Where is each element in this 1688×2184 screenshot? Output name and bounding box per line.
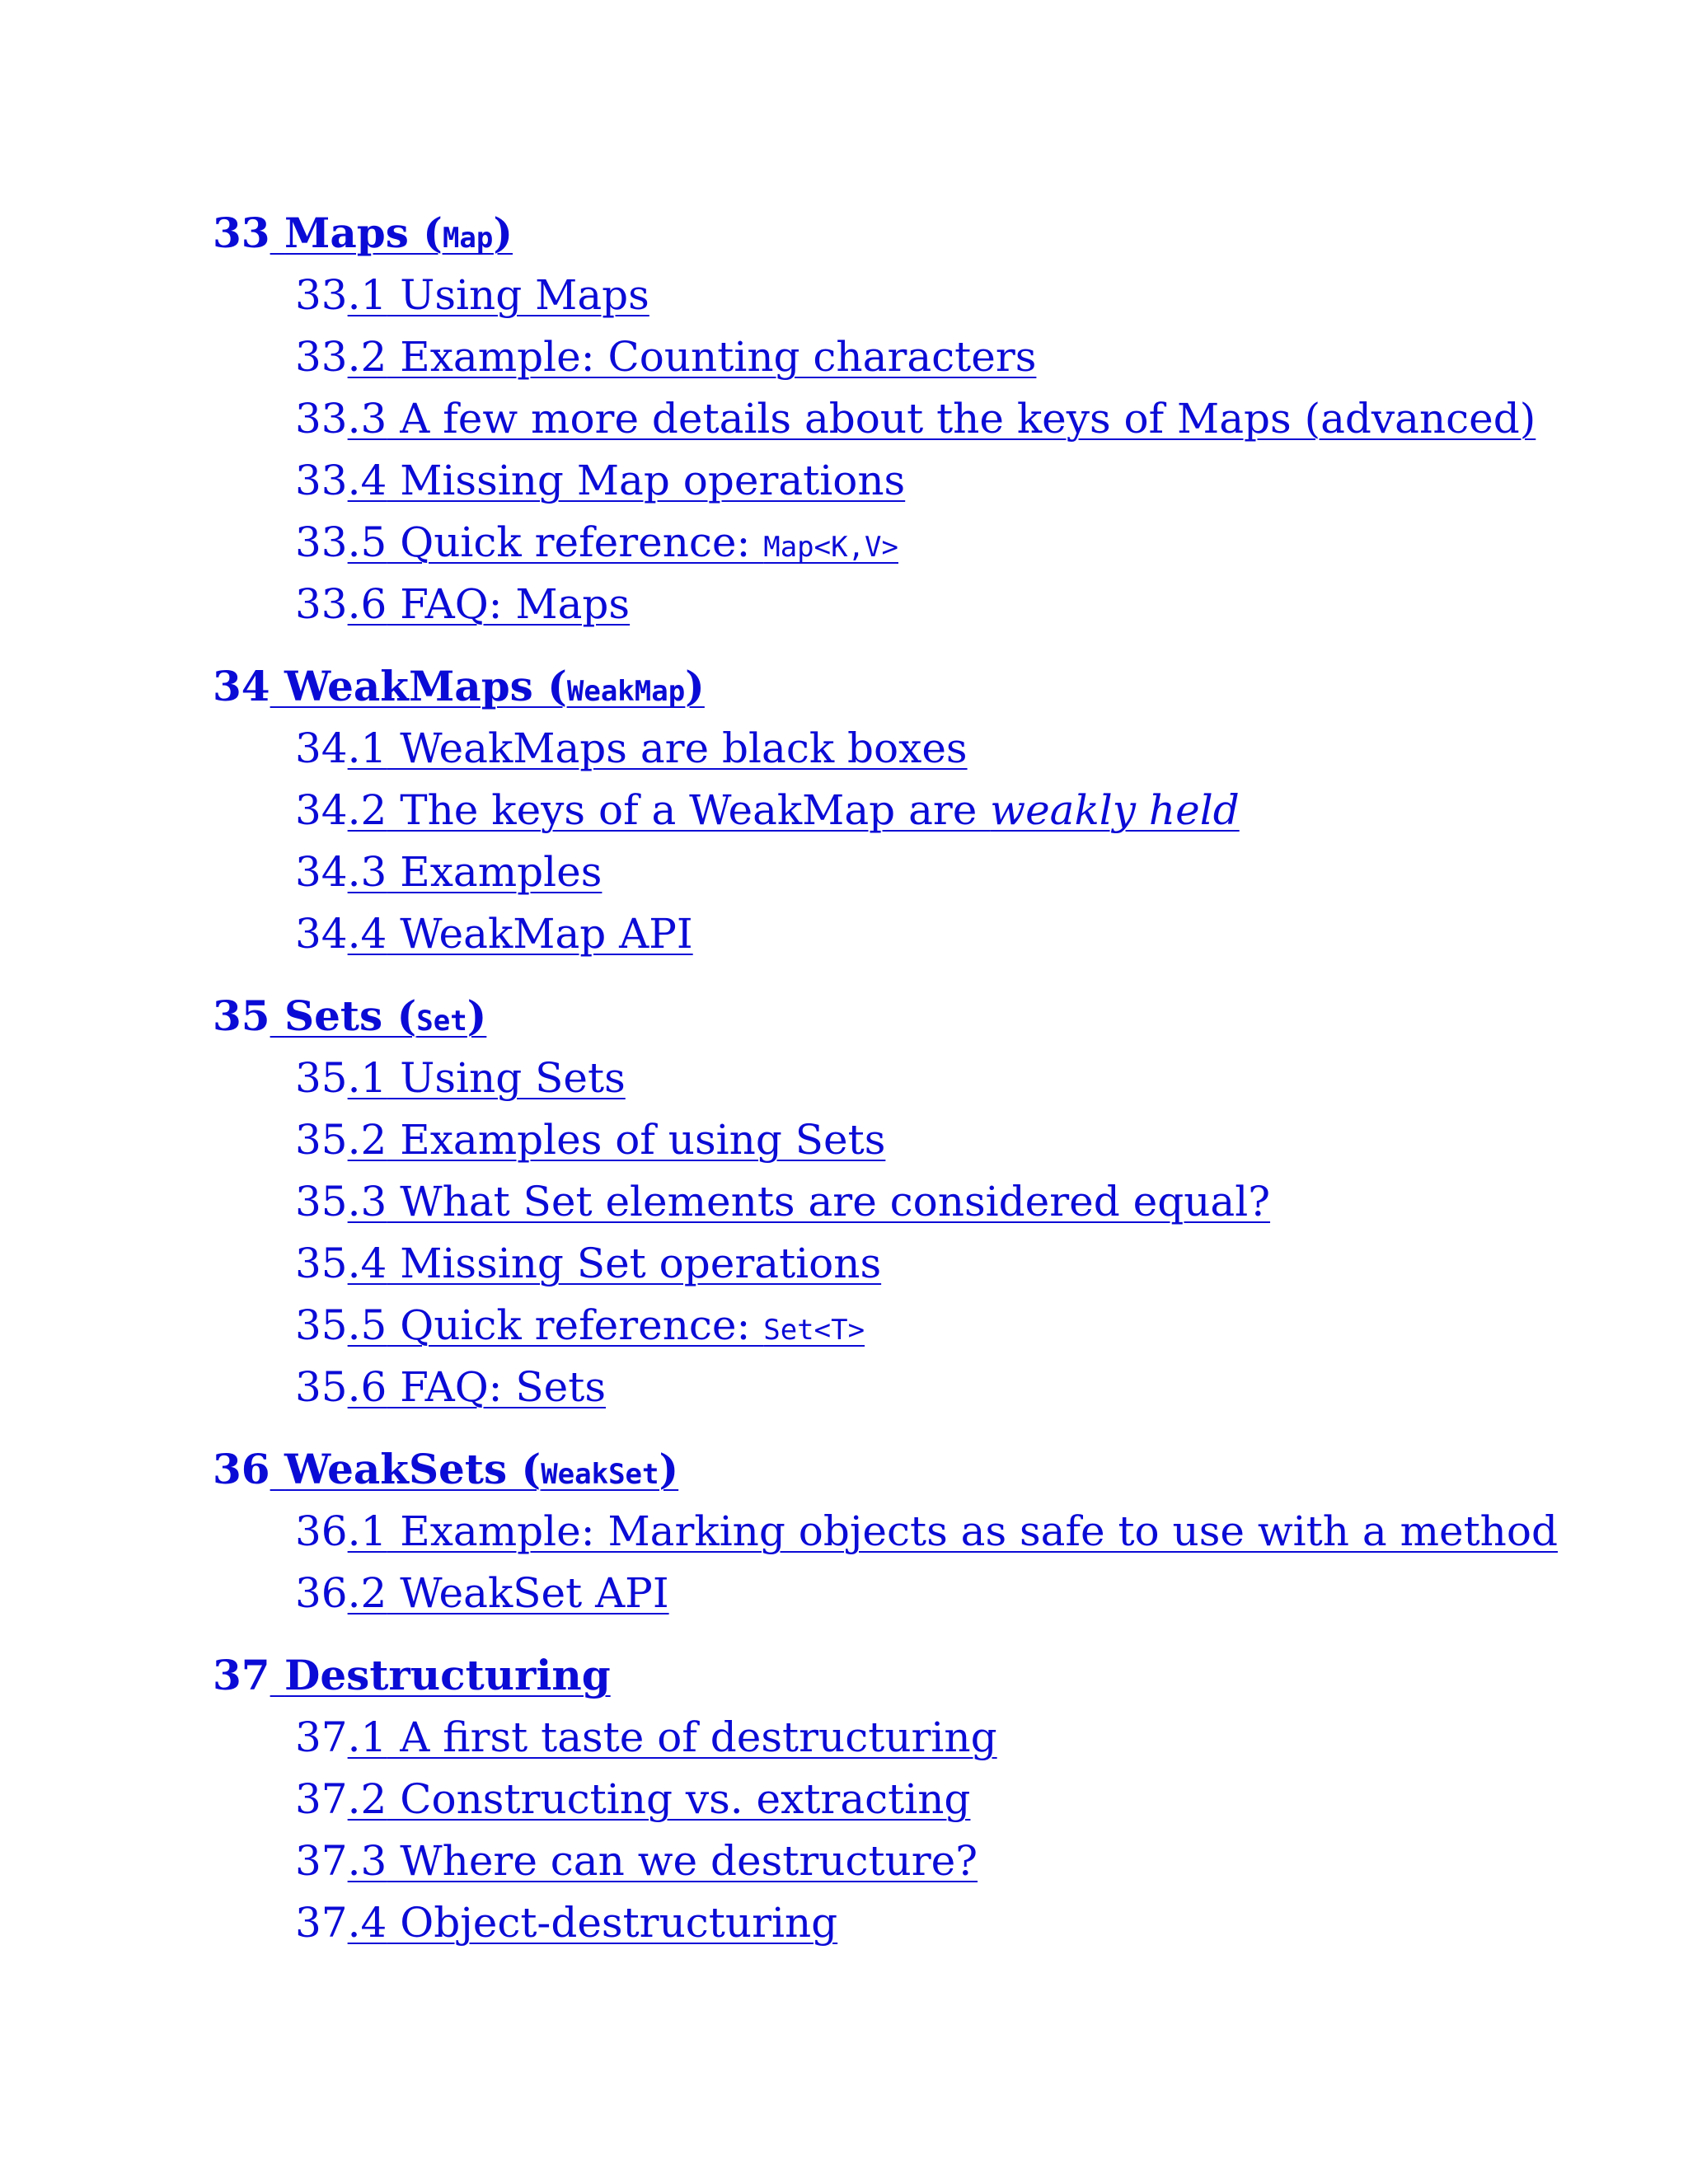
section-link[interactable] [348,1507,1558,1555]
section-title: A few more details about the keys of Maps (advanced) [387,395,1536,443]
section-title: A first taste of destructuring [387,1713,997,1761]
chapter-close-paren: ) [659,1445,679,1493]
section-sub: .1 [347,271,387,319]
section-number: 35 [295,1116,348,1164]
section-title: WeakMap API [387,910,693,958]
section-link[interactable] [348,333,1037,381]
section-number: 36 [295,1507,348,1555]
toc-section-36-1[interactable] [295,1507,1558,1555]
chapter-link[interactable] [270,209,513,257]
chapter-number: 35 [213,991,270,1040]
toc-section-35-3[interactable] [295,1178,1271,1226]
toc-section-33-5[interactable] [295,518,898,566]
toc-chapter-37[interactable] [213,1651,611,1699]
section-link[interactable] [348,910,693,958]
toc-section-35-4[interactable] [295,1240,882,1287]
section-link[interactable] [348,1116,886,1164]
section-number: 33 [295,518,348,566]
chapter-number: 34 [213,662,270,710]
chapter-title: Maps ( [284,209,443,257]
section-number: 35 [295,1178,348,1226]
section-sub: .4 [347,1240,387,1287]
section-number: 34 [295,724,348,772]
section-link[interactable] [348,1178,1270,1226]
toc-section-35-6[interactable] [295,1363,607,1411]
section-number: 37 [295,1837,348,1885]
toc-section-33-2[interactable] [295,333,1037,381]
section-sub: .1 [347,1713,387,1761]
section-sub: .4 [347,457,387,504]
section-code: Set<T> [763,1314,865,1347]
chapter-link[interactable] [270,1651,611,1699]
section-number: 33 [295,457,348,504]
section-link[interactable] [348,271,649,319]
toc-section-33-1[interactable] [295,271,649,319]
toc-section-37-4[interactable] [295,1899,838,1947]
section-title: Constructing vs. extracting [387,1775,971,1823]
toc-section-35-1[interactable] [295,1054,626,1102]
section-sub: .2 [347,1569,387,1617]
toc-section-34-2[interactable] [295,786,1240,834]
section-number: 37 [295,1899,348,1947]
section-title: Quick reference: [387,518,764,566]
section-sub: .2 [347,333,387,381]
section-sub: .1 [347,1507,387,1555]
toc-chapter-35[interactable] [213,991,487,1040]
chapter-title: Destructuring [284,1651,611,1699]
chapter-link[interactable] [270,991,487,1040]
section-title: Where can we destructure? [387,1837,978,1885]
section-sub: .3 [347,1178,387,1226]
section-link[interactable] [348,518,898,566]
section-sub: .3 [347,395,387,443]
section-link[interactable] [348,1775,971,1823]
section-sub: .2 [347,1116,387,1164]
section-number: 33 [295,333,348,381]
section-sub: .6 [347,1363,387,1411]
section-sub: .6 [347,580,387,628]
section-title: The keys of a WeakMap are [387,786,991,834]
toc-section-37-2[interactable] [295,1775,971,1823]
section-title: Object-destructuring [387,1899,838,1947]
section-number: 33 [295,580,348,628]
section-title: Examples [387,848,603,896]
section-title: Quick reference: [387,1301,764,1349]
section-title: What Set elements are considered equal? [387,1178,1271,1226]
chapter-code: Set [416,1005,467,1038]
toc-chapter-36[interactable] [213,1445,679,1493]
chapter-close-paren: ) [467,991,487,1040]
chapter-close-paren: ) [493,209,513,257]
chapter-code: Map [442,222,494,255]
chapter-code: WeakSet [541,1458,659,1491]
section-sub: .4 [347,910,387,958]
section-link[interactable] [348,724,968,772]
section-title: FAQ: Sets [387,1363,607,1411]
toc-section-33-4[interactable] [295,457,906,504]
section-link[interactable] [348,1713,997,1761]
toc-section-35-2[interactable] [295,1116,886,1164]
chapter-number: 37 [213,1651,270,1699]
toc-section-34-3[interactable] [295,848,603,896]
section-sub: .4 [347,1899,387,1947]
toc-section-33-6[interactable] [295,580,631,628]
toc-section-34-4[interactable] [295,910,693,958]
section-sub: .1 [347,724,387,772]
section-title: Missing Map operations [387,457,906,504]
chapter-close-paren: ) [685,662,705,710]
section-link[interactable] [348,786,1240,834]
section-title: FAQ: Maps [387,580,631,628]
section-title: Example: Marking objects as safe to use with a method [387,1507,1558,1555]
section-link[interactable] [348,1240,882,1287]
section-number: 35 [295,1054,348,1102]
section-title: Examples of using Sets [387,1116,886,1164]
section-link[interactable] [348,395,1536,443]
section-sub: .3 [347,848,387,896]
section-number: 34 [295,848,348,896]
section-sub: .2 [347,786,387,834]
section-number: 33 [295,395,348,443]
toc-section-37-3[interactable] [295,1837,978,1885]
section-number: 34 [295,910,348,958]
section-link[interactable] [348,1899,838,1947]
section-number: 37 [295,1713,348,1761]
chapter-link[interactable] [270,662,705,710]
section-link[interactable] [348,1363,606,1411]
section-sub: .5 [347,518,387,566]
toc-chapter-34[interactable] [213,662,705,710]
section-link[interactable] [348,580,630,628]
section-code: Map<K,V> [763,531,898,564]
section-sub: .2 [347,1775,387,1823]
chapter-link[interactable] [270,1445,679,1493]
toc-section-37-1[interactable] [295,1713,997,1761]
section-title: Using Maps [387,271,649,319]
section-link[interactable] [348,1301,865,1349]
section-sub: .5 [347,1301,387,1349]
section-title: Missing Set operations [387,1240,882,1287]
chapter-number: 33 [213,209,270,257]
toc-section-33-3[interactable] [295,395,1536,443]
section-number: 37 [295,1775,348,1823]
section-sub: .3 [347,1837,387,1885]
section-link[interactable] [348,1054,626,1102]
section-number: 33 [295,271,348,319]
chapter-code: WeakMap [566,675,686,708]
chapter-title: WeakMaps ( [284,662,567,710]
chapter-number: 36 [213,1445,270,1493]
section-title: Example: Counting characters [387,333,1037,381]
section-sub: .1 [347,1054,387,1102]
section-number: 36 [295,1569,348,1617]
section-number: 34 [295,786,348,834]
toc-chapter-33[interactable] [213,209,513,257]
section-link[interactable] [348,1569,669,1617]
section-title: Using Sets [387,1054,626,1102]
toc-section-36-2[interactable] [295,1569,669,1617]
section-italic: weakly held [990,786,1240,834]
toc-section-35-5[interactable] [295,1301,865,1349]
section-link[interactable] [348,1837,978,1885]
section-title: WeakSet API [387,1569,669,1617]
section-link[interactable] [348,848,603,896]
section-number: 35 [295,1301,348,1349]
section-number: 35 [295,1363,348,1411]
section-title: WeakMaps are black boxes [387,724,968,772]
section-number: 35 [295,1240,348,1287]
chapter-title: WeakSets ( [284,1445,542,1493]
chapter-title: Sets ( [284,991,417,1040]
section-link[interactable] [348,457,906,504]
toc-section-34-1[interactable] [295,724,968,772]
